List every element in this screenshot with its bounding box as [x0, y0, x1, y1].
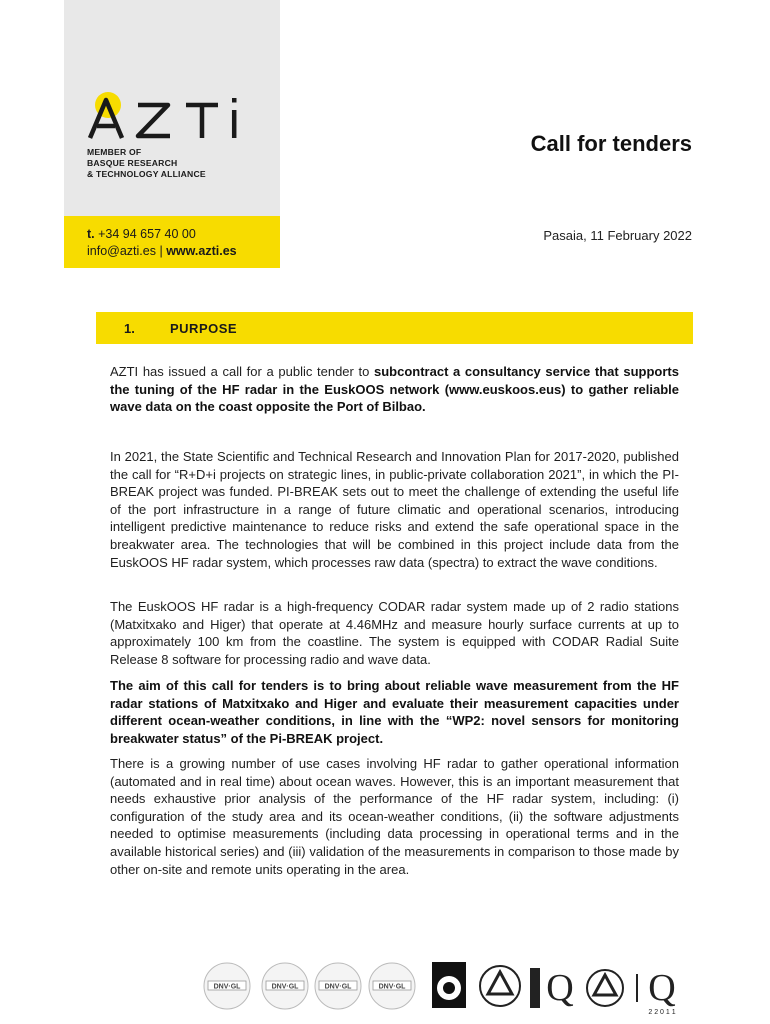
web-line	[87, 244, 237, 258]
contact-separator: |	[159, 244, 163, 258]
aim-paragraph: The aim of this call for tenders is to bring about reliable wave measurement from the HF radar stations of Matxitxako and Higer and evaluate their measurement capacities under different ocean-weather conditions, in line with the “WP2: novel sensors for monitoring breakwater status” of the Pi-BREAK project.	[110, 678, 679, 746]
dnv-gl-cert-1	[204, 963, 250, 1009]
svg-text:Q: Q	[546, 967, 574, 1009]
svg-text:Q: Q	[648, 967, 676, 1009]
contact-bar	[64, 216, 280, 268]
member-line-2: BASQUE RESEARCH	[87, 158, 178, 168]
dnv-gl-label-1: DNV·GL	[213, 983, 241, 991]
member-line-3: & TECHNOLOGY ALLIANCE	[87, 169, 206, 179]
q-seal-icon-2	[636, 967, 676, 1016]
website-link[interactable]: www.azti.es	[166, 244, 237, 258]
quality-seal-icon-2	[587, 970, 623, 1006]
document-date: Pasaia, 11 February 2022	[543, 228, 692, 243]
intro-bold-text: subcontract a consultancy service that supports the tuning of the HF radar in the EuskOOS network (www.euskoos.eus) to gather reliable wave data on the coast opposite the Port of Bilbao.	[110, 364, 679, 415]
q-seal-icon-1	[530, 967, 574, 1009]
dnv-gl-cert-2	[262, 963, 308, 1009]
email-link[interactable]: info@azti.es	[87, 244, 156, 258]
phone-prefix: t.	[87, 227, 95, 241]
background-paragraph: In 2021, the State Scientific and Technical Research and Innovation Plan for 2017-2020, published the call for “R+D+i projects on strategic lines, in public-private collaboration 2021”, in which the PI-BREAK project was funded. PI-BREAK sets out to meet the challenge of extending the useful life of the port infrastructure in a range of future climatic and operational scenarios, introducing intelligent predictive maintenance to reduce risks and extend the safe operational space in the breakwater area. The technologies that will be combined in this project include data from the EuskOOS HF radar system, which processes raw data (spectra) to extract the wave conditions.	[110, 449, 679, 570]
dnv-gl-label-2: DNV·GL	[271, 983, 299, 991]
section-title: PURPOSE	[170, 321, 238, 336]
radar-paragraph: The EuskOOS HF radar is a high-frequency CODAR radar system made up of 2 radio stations (Matxitxako and Higer) that operate at 4.46MHz and measure hourly surface currents at up to approximately 100 km from the coastline. The system is equipped with CODAR Radial Suite Release 8 software for processing radio and wave data.	[110, 599, 679, 667]
section-number: 1.	[124, 321, 135, 336]
dnv-gl-label-3: DNV·GL	[324, 983, 352, 991]
certification-logos	[200, 960, 700, 1016]
phone-number: +34 94 657 40 00	[98, 227, 196, 241]
dnv-gl-label-4: DNV·GL	[378, 983, 406, 991]
azti-logo	[86, 92, 266, 144]
member-line-1: MEMBER OF	[87, 147, 142, 157]
cert-number: 2 2 0 1 1	[648, 1009, 676, 1016]
document-title: Call for tenders	[530, 131, 692, 156]
phone-line	[87, 227, 196, 241]
dnv-gl-cert-3	[315, 963, 361, 1009]
use-cases-paragraph: There is a growing number of use cases involving HF radar to gather operational information (automated and in real time) about ocean waves. However, this is an important measurement that needs exhaustive prior analysis of the performance of the HF radar system, including: (i) configuration of the study area and its ocean-weather conditions, (ii) the software adjustments needed to optimise measurements (including data processing in operational terms and in the available historical series) and (iii) validation of the measurements in comparison to those made by other on-site and remote units operating in the area.	[110, 756, 679, 877]
dnv-gl-cert-4	[369, 963, 415, 1009]
section-heading	[96, 312, 693, 344]
quality-seal-icon-1	[480, 966, 520, 1006]
intro-paragraph	[110, 363, 679, 416]
intro-text: AZTI has issued a call for a public tender to	[110, 364, 374, 379]
ecological-seal-icon	[432, 962, 466, 1008]
